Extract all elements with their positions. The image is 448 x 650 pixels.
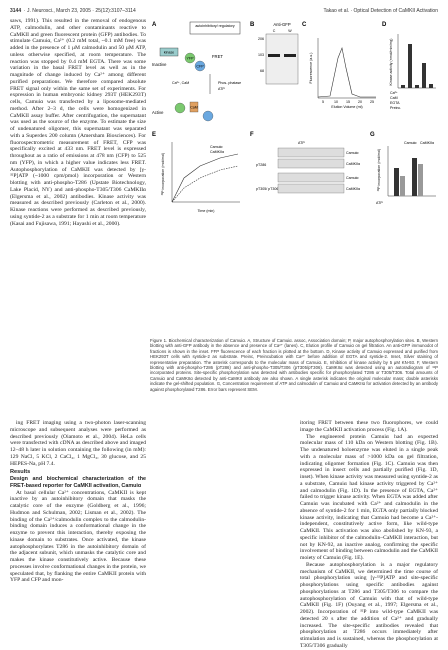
bottom-left-column	[10, 420, 146, 584]
results-paragraph-4: Because autophosphorylation is a major regulatory mechanism of CaMKII, we determined the time course of total phosphorylation using [γ-³²P]ATP and site-specific phosphorylations using specific antibodies against phosphorylations at T286 and T305/T306 to compare the autophosphorylation of Camuiα with that of wild-type CaMKII (Fig. 1F) (Ouyang et al., 1997; Elgersma et al., 2002). Incorporation of ³²P into wild-type CaMKII was detected 20 s after the addition of Ca²⁺ and gradually increased. The site-specific antibodies revealed that phosphorylation at T286 occurs immediately after stimulation and is sustained, whereas the phosphorylation at T305/T306 gradually	[300, 561, 438, 649]
figure-1-svg	[150, 18, 438, 338]
header-left: 3144 · J. Neurosci., March 23, 2005 · 25(12):3107–3114	[10, 8, 136, 14]
methods-paragraph: saws, 1991). This resulted in the removal of endogenous ATP, calmodulin, and other contaminants reactive to CaMKII and green fluorescent protein (GFP) antibodies. To stimulate Camuiα, Ca²⁺ (0.2 mM total, ~0.1 mM free) was added in the presence of 1 μM calmodulin and 50 μM ATP, unless otherwise specified, at room temperature. The reaction was stopped by 0.4 mM EGTA. There was some variation in the basal FRET level as well as in the magnitude of change induced by Ca²⁺ among different purified preparations. We therefore compared absolute FRET signal only within the same set of experiments. For expression in human embryonic kidney 293T (HEK293T) cells, Camuiα was transfected by a liposome-mediated method. After 2–3 d, the cells were homogenized in CaMKII assay buffer. After centrifugation, the supernatant was used as the source of the enzyme. To estimate the size of undenatured oligomer, this supernatant was separated with a Superdex 200 column (Amersham Biosciences). For fluorospectrometric measurement of FRET, CFP was specifically excited at 433 nm. FRET level is expressed throughout as a ratio of emissions at 478 nm (CFP) to 525 nm (YFP), in which a higher value indicates less FRET. Autophosphorylation of CaMKII was detected by [γ-³²P]ATP (~1000 cpm/pmol) incorporation or Western blotting with anti-phospho-T286 (Upstate Biotechnology, Lake Placid, NY) and anti-phospho-T305/T306 CaMKIIα (Elgersma et al., 2002) antibodies. Kinase activity was measured as described previously (Carleton et al., 2000). Kinase reactions were performed as described previously, using syntide-2 as a substrate for 1 min at room temperature (Kasai and Fujisawa, 1991; Hayashi et al., 2000).	[10, 18, 146, 227]
running-head: Takao et al. · Optical Detection of CaMKII Activation	[323, 8, 438, 14]
journal-citation: J. Neurosci., March 23, 2005 · 25(12):3107–3114	[26, 8, 136, 14]
panel-a-box-label: autoinhibitory/ regulatory	[195, 24, 235, 28]
panel-a-kinase: kinase	[163, 50, 175, 55]
g-bar-4	[418, 164, 423, 196]
e-xlabel: Time (min)	[197, 209, 215, 213]
e-ylabel: ³²P incorporation (mol/mol)	[161, 152, 165, 196]
page-number: 3144	[10, 8, 22, 14]
blot-band-c	[268, 54, 280, 57]
panel-b-blot	[258, 22, 298, 84]
panel-a-inactive: Inactive	[152, 62, 167, 67]
panel-g-chart	[376, 141, 436, 205]
d-ylabel: Kinase activity (nmol/min/mg)	[389, 38, 393, 86]
f-row-1: Camuiα	[346, 151, 359, 155]
panel-label-e: E	[152, 132, 157, 138]
f-col-atp: ATP	[298, 141, 305, 145]
left-column-text	[10, 18, 146, 227]
panel-d-chart	[389, 34, 436, 110]
f-blot-2	[278, 159, 344, 168]
g-bar-1	[394, 168, 399, 196]
f-blot-3	[278, 173, 344, 182]
cfp-barrel-active	[203, 111, 213, 121]
results-paragraph-3: The engineered protein Camuiα had an expected molecular mass of 110 kDa on Western blotting (Fig. 1B). The undenatured holoenzyme was eluted in a single peak with a molecular mass of >1000 kDa on gel filtration, indicating oligomer formation (Fig. 1C). Camuiα was then expressed in insect cells and partially purified (Fig. 1D, inset). When kinase activity was measured using syntide-2 as a substrate, Camuiα had kinase activity triggered by Ca²⁺ and calmodulin (Fig. 1D). In the presence of EGTA, Ca²⁺ failed to trigger kinase activity. When EGTA was added after Camuiα was incubated with Ca²⁺ and calmodulin in the absence of syntide-2 for 1 min, EGTA only partially blocked kinase activity, indicating that Camuiα had become a Ca²⁺-independent, constitutively active form, like wild-type CaMKII. This activation was also abolished by KN-93, a specific inhibitor of the calmodulin–CaMKII interaction, but not by KN-92, an inactive analog, confirming the specific involvement of binding between calmodulin and the CaMKII moiety of Camuiα (Fig. 1E).	[300, 433, 438, 561]
results-heading: Results	[10, 469, 31, 476]
c-xtick-10: 10	[334, 100, 338, 104]
c-elution-curve	[318, 48, 376, 97]
f-row-3: Camuiα	[346, 176, 359, 180]
e-legend-camui: Camuiα	[210, 145, 223, 149]
panel-label-f: F	[250, 132, 254, 138]
panel-a-diagram	[152, 22, 241, 121]
e-line-camui	[172, 154, 238, 202]
panel-label-g: G	[370, 132, 375, 138]
g-bar-3	[412, 158, 417, 196]
d-bar-1	[401, 85, 405, 88]
panel-label-a: A	[152, 22, 157, 28]
e-line-camkii	[172, 166, 238, 202]
c-xlabel: Elution Volume (ml)	[331, 105, 363, 109]
e-legend-camkii: CaMKIIα	[210, 150, 225, 154]
f-row-4: CaMKIIα	[346, 187, 361, 191]
panel-a-phosphatase: Phos- phatase	[218, 81, 242, 85]
d-bar-4	[422, 63, 426, 88]
panel-label-d: D	[382, 22, 387, 28]
d-row-preinc: Preinc.	[390, 106, 402, 110]
f-blot-4	[278, 184, 344, 193]
panel-b-title: Anti-GFP	[273, 22, 291, 27]
c-ylabel: Fluorescence (a.u.)	[309, 52, 313, 84]
f-group-pt305: pT305/ pT306	[256, 187, 279, 191]
results-subheading: Design and biochemical characterization of the FRET-based reporter for CaMKII activation, Camuiα	[10, 476, 146, 489]
g-legend-camkii: CaMKIIα	[420, 141, 435, 145]
panel-a-yfp: YFP	[186, 56, 194, 61]
blot-frame	[266, 34, 298, 84]
mw-68: 68	[260, 69, 264, 73]
panel-label-c: C	[302, 22, 307, 28]
c-xtick-25: 25	[370, 100, 374, 104]
panel-a-active: Active	[152, 110, 164, 115]
panel-a-cfp: CFP	[196, 64, 204, 69]
f-blot-1	[278, 148, 344, 157]
results-paragraph-2: itoring FRET between these two fluorophores, we could image the CaMKII activation process (Fig. 1A).	[300, 420, 438, 433]
panel-a-cam: CaM	[190, 105, 198, 110]
c-xtick-20: 20	[358, 100, 362, 104]
g-bar-2	[400, 176, 405, 196]
bottom-right-column	[300, 420, 438, 650]
d-row-egta: EGTA	[390, 101, 400, 105]
mw-206: 206	[258, 37, 264, 41]
results-paragraph-1: At basal cellular Ca²⁺ concentrations, CaMKII is kept inactive by an autoinhibitory domain that masks the catalytic core of the enzyme (Goldberg et al., 1996; Hudmon and Schulman, 2002; Lisman et al., 2002). The binding of the Ca²⁺/calmodulin complex to the calmodulin-binding domain induces a conformational change in the enzyme to prevent this interaction, thereby exposing the kinase domain to substrates. Once activated, the kinase autophosphorylates T286 in the autoinhibitory domain of the adjacent subunit, which unmasks the catalytic core and makes the kinase constitutively active. Because these processes involve conformational changes in the protein, we speculated that, by flanking the entire CaMKII protein with YFP and CFP and mon-	[10, 489, 146, 584]
panel-f-blots	[256, 141, 360, 193]
blot-band-w	[284, 54, 296, 57]
g-row-atp: ATP	[376, 201, 383, 205]
c-xtick-5: 5	[322, 100, 324, 104]
f-row-2: CaMKIIα	[346, 162, 361, 166]
lane-w: W	[288, 29, 292, 33]
f-group-pt286: pT286	[256, 163, 267, 167]
c-xtick-15: 15	[346, 100, 350, 104]
panel-c-chart	[309, 38, 376, 109]
g-ylabel: ³²P incorporation (mol/mol)	[377, 148, 381, 192]
d-bar-5	[429, 84, 433, 88]
figure-1	[150, 18, 438, 358]
imaging-paragraph: ing FRET imaging using a two-photon laser-scanning microscope and subsequent analyses were performed as described previously (Oiamoto et al., 2004). HeLa cells were transfected with cDNA as described above and imaged 12–48 h later in solution containing the following (in mM): 129 NaCl, 5 KCl, 2 CaCl₂, 1 MgCl₂, 30 glucose, and 25 HEPES-Na, pH 7.4.	[10, 420, 146, 467]
g-legend-camui: Camuiα	[404, 141, 417, 145]
panel-a-fret: FRET	[212, 54, 223, 59]
panel-e-chart	[161, 142, 240, 213]
panel-label-b: B	[250, 22, 255, 28]
d-bar-3	[415, 85, 419, 88]
lane-c: C	[272, 29, 276, 33]
d-row-cam: CaM	[390, 96, 398, 100]
d-bar-2	[408, 44, 412, 88]
panel-a-atp: ATP	[218, 87, 225, 91]
mw-103: 103	[258, 53, 264, 57]
yfp-barrel-active	[175, 103, 185, 113]
d-row-ca: Ca²⁺	[390, 91, 398, 95]
panel-a-ca-cam: Ca²⁺, CaM	[172, 81, 190, 85]
page-header	[10, 6, 438, 16]
figure-caption: Figure 1. Biochemical characterization of Camuiα. A, Structure of Camuiα. assoc, Association domain; P, major autophosphorylation sites. B, Western blotting with anti-GFP antibody in the absence and presence of Ca²⁺ (lanes). C, Elution profile of Camuiα on gel filtration. An anti-GFP immunodot of fractions is shown in the inset. FFP fluorescence of each fraction is plotted at the bottom. D, Kinase activity of Camuiα expressed and purified from HEK293T cells with syntide-2 as substrate. Preinc, Preincubation with Ca²⁺ before addition of EGTA and syntide-2. Inset, Silver staining of representative preparation. The asterisk corresponds to the molecular mass of Camuiα. E, Inhibition of kinase activity by 5 μM KN-93. F, Western blotting with anti-phospho-T286 (pT286) and anti-phospho-T305/T306 (pT305/pT306). CaMKIIα was detected using an autoradiogram of ³²P incorporated proteins. Site-specific phosphorylation was detected with antibodies specific for phosphorylated T286 or T305/T306. Total amounts of Camuiα and CaMKIIα detected by anti-CaMKII antibody are also shown. A single asterisk indicates the original molecular mass; double asterisks indicate the gel-shifted population. G, Concentration requirement of ATP and calmodulin of Camuiα and CaMKIIα for activation detected by an antibody against phosphorylated T286. Error bars represent SEM.	[150, 338, 438, 392]
